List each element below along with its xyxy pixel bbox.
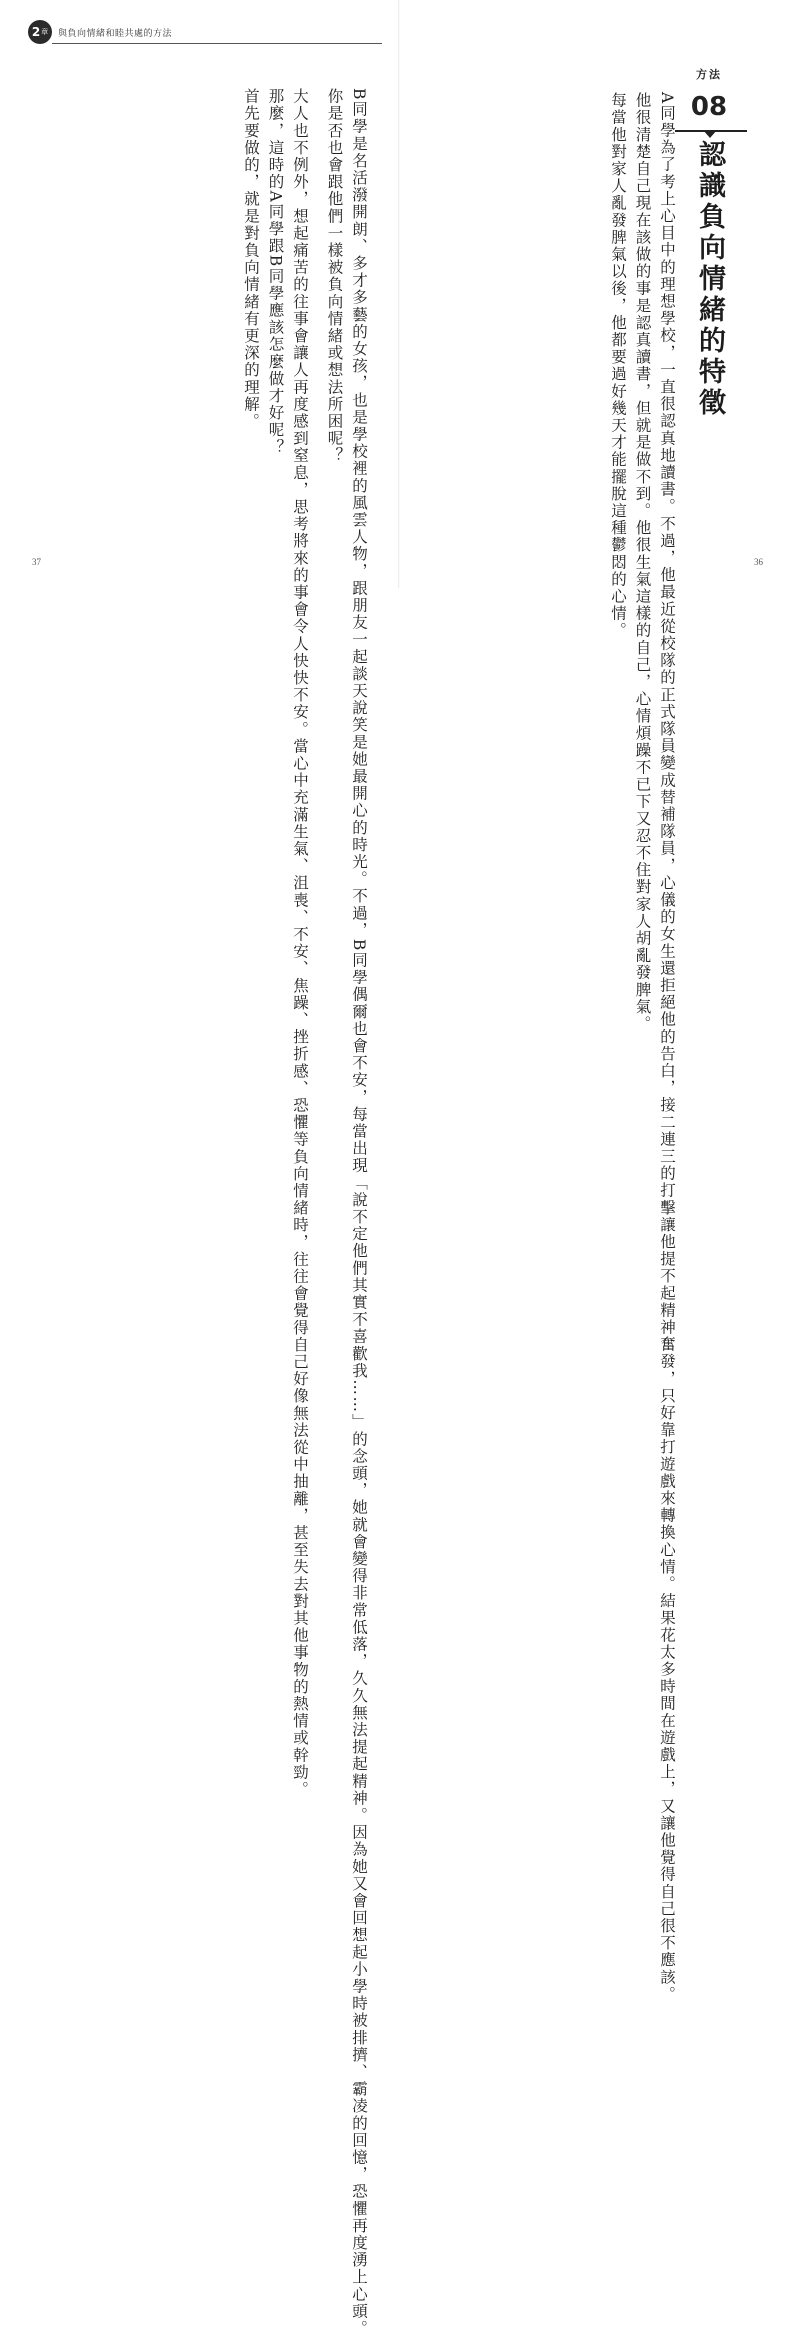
left-paragraph-2: 你是否也會跟他們一樣被負向情緒或想法所困呢？: [325, 88, 344, 465]
left-paragraph-1: B同學是名活潑開朗、多才多藝的女孩，也是學校裡的風雲人物，跟朋友一起談天說笑是她最開心的時光。不過，B同學偶爾也會不安，每當出現「說不定他們其實不喜歡我……」的念頭，她就會變得非常低落，久久無法提起精神。因為她又會回想起小學時被排擠、霸凌的回憶，恐懼再度湧上心頭。: [350, 88, 368, 2337]
method-notch-icon: [703, 130, 717, 138]
method-title: 認識負向情緒的特徵: [694, 140, 725, 419]
left-page-body: [239, 88, 372, 2337]
left-paragraph-3: 大人也不例外，想起痛苦的往事會讓人再度感到窒息，思考將來的事會令人快快不安。當心中充滿生氣、沮喪、不安、焦躁、挫折感、恐懼等負向情緒時，往往會覺得自己好像無法從中抽離，甚至失去對其他事物的熱情或幹勁。: [291, 88, 309, 1798]
left-page-number: 37: [32, 557, 41, 567]
method-label: 方法: [696, 68, 722, 81]
chapter-number: 2: [31, 25, 41, 39]
right-paragraph-2: 他很清楚自己現在該做的事是認真讀書，但就是做不到。他很生氣這樣的自己，心情煩躁不已下又忍不住對家人胡亂發脾氣。: [633, 92, 652, 1033]
chapter-suffix: 章: [41, 28, 49, 36]
chapter-badge: [28, 20, 52, 44]
right-page-number: 36: [754, 557, 763, 567]
book-gutter: [398, 0, 400, 588]
running-header-title: 與負向情緒和睦共處的方法: [58, 29, 173, 39]
left-paragraph-4: 那麼，這時的A同學跟B同學應該怎麼做才好呢？: [266, 88, 285, 456]
method-number: 08: [690, 92, 728, 122]
left-paragraph-5: 首先要做的，就是對負向情緒有更深的理解。: [242, 88, 260, 430]
header-rule: [52, 43, 382, 44]
right-paragraph-3: 每當他對家人亂發脾氣以後，他都要過好幾天才能擺脫這種鬱悶的心情。: [609, 92, 627, 640]
right-paragraph-1: A同學為了考上心目中的理想學校，一直很認真地讀書。不過，他最近從校隊的正式隊員變成替補隊員，心儀的女生還拒絕他的告白，接二連三的打擊讓他提不起精神奮發，只好靠打遊戲來轉換心情。結果花太多時間在遊戲上，又讓他覺得自己很不應該。: [658, 92, 676, 2003]
right-page-body: [606, 92, 680, 2003]
